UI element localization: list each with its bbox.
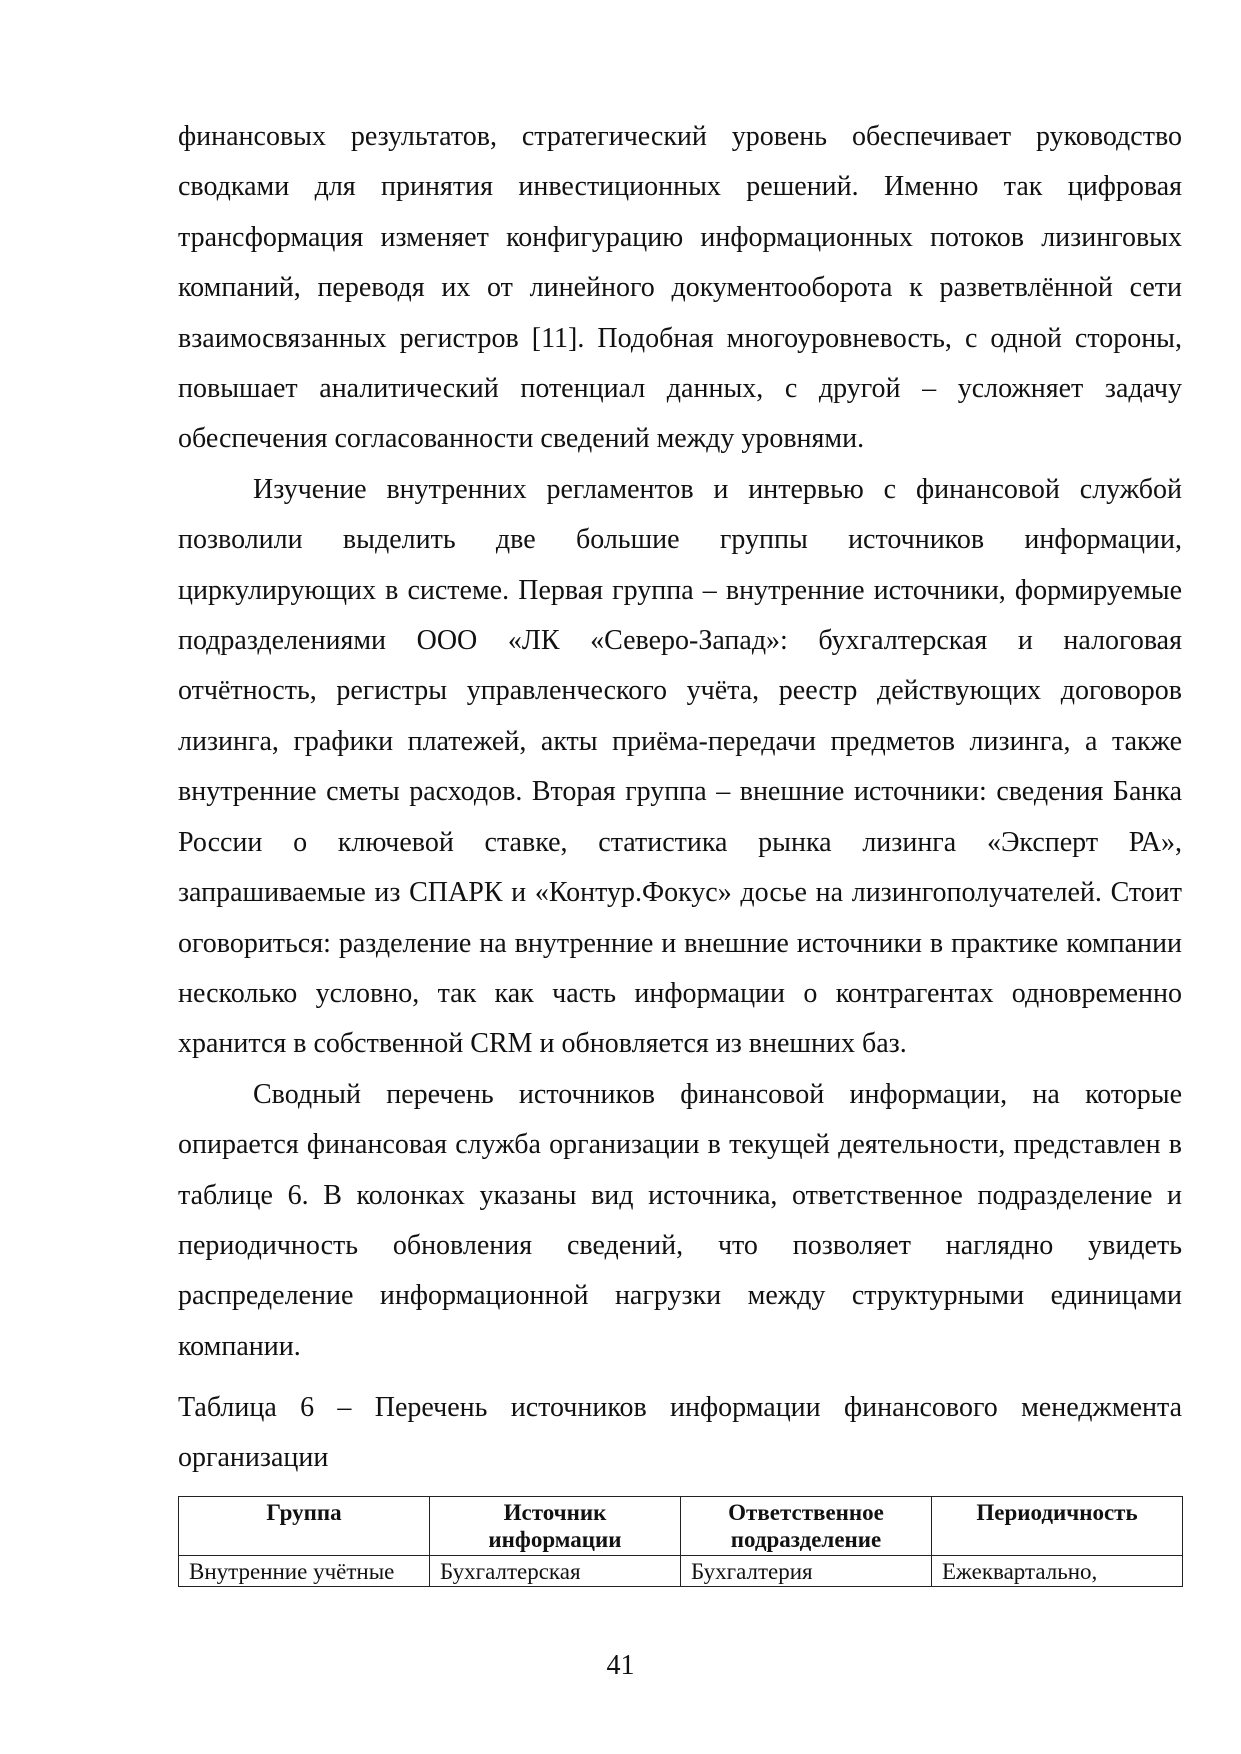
column-header-department: Ответственное подразделение xyxy=(681,1497,932,1556)
table-cell-source: Бухгалтерская xyxy=(430,1556,681,1587)
table-cell-department: Бухгалтерия xyxy=(681,1556,932,1587)
paragraph-3: Сводный перечень источников финансовой информации, на которые опирается финансовая служба организации в текущей деятельности, представлен в таблице 6. В колонках указаны вид источника, ответственное подразделение и периодичность обновления сведений, что позволяет наглядно увидеть распределение информационной нагрузки между структурными единицами компании. xyxy=(178,1078,1182,1362)
table-cell-frequency: Ежеквартально, xyxy=(932,1556,1183,1587)
table-caption: Таблица 6 – Перечень источников информации финансового менеджмента организации xyxy=(178,1392,1182,1474)
table-row xyxy=(179,1556,1183,1587)
page-content xyxy=(178,112,1182,1587)
page-number: 41 xyxy=(606,1650,635,1681)
column-header-group: Группа xyxy=(179,1497,430,1556)
column-header-source: Источник информации xyxy=(430,1497,681,1556)
table-cell-group: Внутренние учётные xyxy=(179,1556,430,1587)
table-header-row xyxy=(179,1497,1183,1556)
paragraph-1: финансовых результатов, стратегический уровень обеспечивает руководство сводками для принятия инвестиционных решений. Именно так цифровая трансформация изменяет конфигурацию информационных потоков лизинговых компаний, переводя их от линейного документооборота к разветвлённой сети взаимосвязанных регистров [11]. Подобная многоуровневость, с одной стороны, повышает аналитический потенциал данных, с другой – усложняет задачу обеспечения согласованности сведений между уровнями. xyxy=(178,121,1182,455)
paragraph-2: Изучение внутренних регламентов и интервью с финансовой службой позволили выделить две большие группы источников информации, циркулирующих в системе. Первая группа – внутренние источники, формируемые подразделениями ООО «ЛК «Северо-Запад»: бухгалтерская и налоговая отчётность, регистры управленческого учёта, реестр действующих договоров лизинга, графики платежей, акты приёма-передачи предметов лизинга, а также внутренние сметы расходов. Вторая группа – внешние источники: сведения Банка России о ключевой ставке, статистика рынка лизинга «Эксперт РА», запрашиваемые из СПАРК и «Контур.Фокус» досье на лизингополучателей. Стоит оговориться: разделение на внутренние и внешние источники в практике компании несколько условно, так как часть информации о контрагентах одновременно хранится в собственной CRM и обновляется из внешних баз. xyxy=(178,473,1182,1060)
column-header-frequency: Периодичность xyxy=(932,1497,1183,1556)
sources-table xyxy=(178,1496,1183,1587)
